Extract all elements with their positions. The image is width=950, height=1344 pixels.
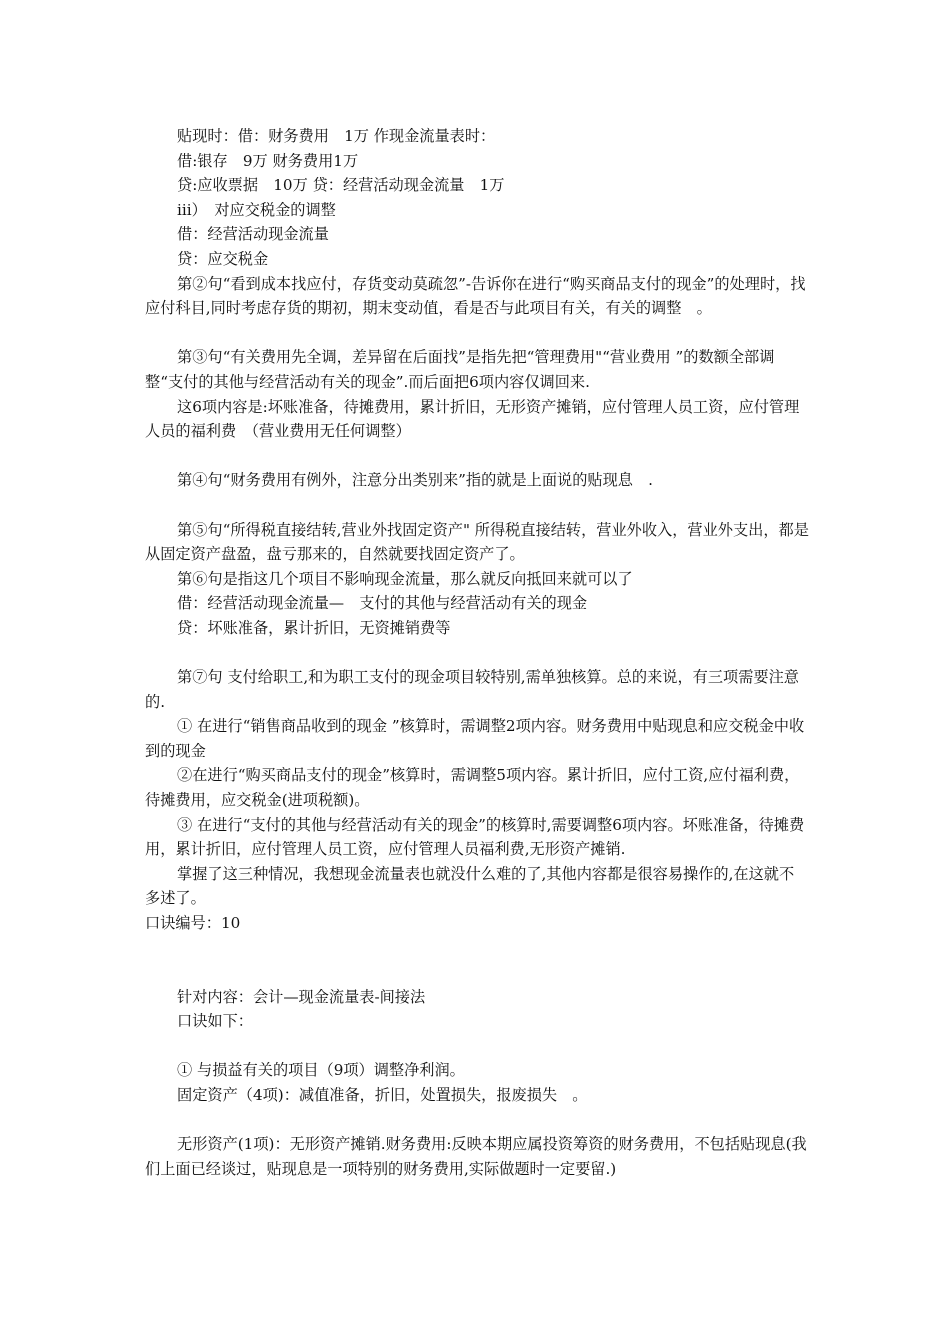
blank-line [145, 493, 809, 518]
paragraph: 口诀如下： [177, 1012, 253, 1031]
paragraph: 借:银存 9万 财务费用1万 [177, 151, 359, 170]
blank-line [145, 936, 809, 985]
paragraph: iii） 对应交税金的调整 [177, 200, 336, 219]
paragraph: ②在进行“购买商品支付的现金”核算时，需调整5项内容。累计折旧，应付工资,应付福利费，待摊费用，应交税金(进项税额)。 [145, 766, 800, 810]
paragraph: 第②句“看到成本找应付，存货变动莫疏忽”-告诉你在进行“购买商品支付的现金”的处理时，找应付科目,同时考虑存货的期初，期末变动值，看是否与此项目有关，有关的调整 。 [145, 274, 806, 318]
paragraph: ① 与损益有关的项目（9项）调整净利润。 [177, 1061, 465, 1080]
paragraph: ③ 在进行“支付的其他与经营活动有关的现金”的核算时,需要调整6项内容。坏账准备，待摊费用，累计折旧，应付管理人员工资，应付管理人员福利费,无形资产摊销. [145, 815, 805, 859]
paragraph: 第⑤句“所得税直接结转,营业外找固定资产" 所得税直接结转，营业外收入，营业外支出，都是从固定资产盘盈，盘亏那来的，自然就要找固定资产了。 [145, 520, 809, 564]
paragraph: 借：经营活动现金流量 [177, 225, 329, 244]
paragraph: 这6项内容是:坏账准备，待摊费用，累计折旧，无形资产摊销，应付管理人员工资，应付管理人员的福利费 （营业费用无任何调整） [145, 397, 800, 441]
paragraph: ① 在进行“销售商品收到的现金 ”核算时，需调整2项内容。财务费用中贴现息和应交税金中收到的现金 [145, 717, 805, 760]
paragraph: 第③句“有关费用先全调，差异留在后面找”是指先把“管理费用"“营业费用 ”的数额全部调整“支付的其他与经营活动有关的现金”.而后面把6项内容仅调回来. [145, 348, 775, 391]
blank-line [145, 640, 809, 665]
paragraph: 固定资产（4项)：减值准备，折旧，处置损失，报废损失 。 [177, 1085, 588, 1104]
paragraph: 贷：应交税金 [177, 249, 269, 268]
paragraph: 针对内容：会计—现金流量表-间接法 [177, 987, 426, 1006]
paragraph: 第④句“财务费用有例外，注意分出类别来”指的就是上面说的贴现息 . [177, 471, 653, 490]
paragraph: 借：经营活动现金流量— 支付的其他与经营活动有关的现金 [177, 594, 588, 613]
blank-line [145, 1108, 809, 1133]
document-body [145, 124, 809, 1181]
paragraph: 掌握了这三种情况，我想现金流量表也就没什么难的了,其他内容都是很容易操作的,在这就不多述了。 [145, 864, 795, 908]
paragraph: 贷：坏账准备，累计折旧，无资摊销费等 [177, 618, 451, 637]
paragraph: 第⑥句是指这几个项目不影响现金流量，那么就反向抵回来就可以了 [177, 569, 633, 588]
paragraph: 第⑦句 支付给职工,和为职工支付的现金项目较特别,需单独核算。总的来说，有三项需要注意的. [145, 668, 799, 711]
paragraph: 无形资产(1项)：无形资产摊销.财务费用:反映本期应属投资筹资的财务费用，不包括贴现息(我们上面已经谈过，贴现息是一项特别的财务费用,实际做题时一定要留.) [145, 1135, 807, 1178]
blank-line [145, 1034, 809, 1059]
blank-line [145, 321, 809, 346]
paragraph: 口诀编号：10 [145, 914, 241, 932]
paragraph: 贷:应收票据 10万 贷：经营活动现金流量 1万 [177, 176, 505, 195]
paragraph: 贴现时：借：财务费用 1万 作现金流量表时： [177, 127, 496, 145]
blank-line [145, 444, 809, 469]
